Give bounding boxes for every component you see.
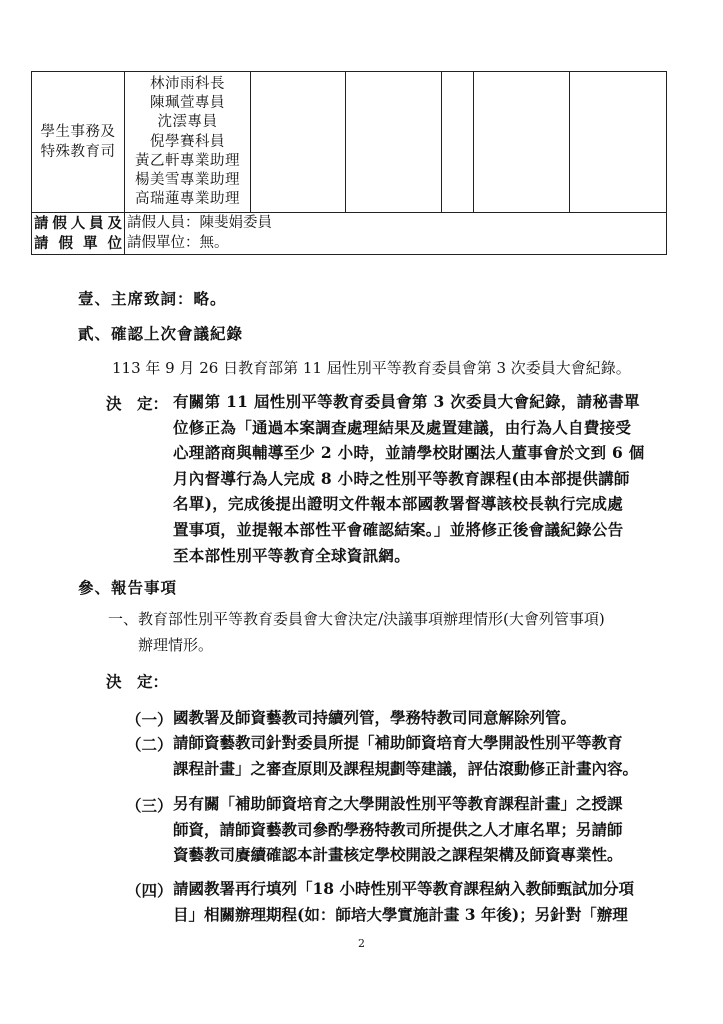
decision-label: 決 定： <box>106 394 169 413</box>
decision-item-text <box>173 791 623 868</box>
decision-item-line: 另有關「補助師資培育之大學開設性別平等教育課程計畫」之授課 <box>173 794 623 813</box>
attendance-row-dept <box>32 72 667 213</box>
decision-item-line: 目」相關辦理期程(如：師培大學實施計畫 3 年後)；另針對「辦理 <box>173 904 628 924</box>
leave-label-line2: 請假單位 <box>34 234 122 252</box>
empty-cell <box>442 72 474 213</box>
member-name: 黃乙軒專業助理 <box>135 152 240 169</box>
decision-item-line: 請師資藝教司針對委員所提「補助師資培育大學開設性別平等教育 <box>173 733 623 752</box>
dept-name-line2: 特殊教育司 <box>40 144 116 161</box>
report-item-1 <box>108 607 605 658</box>
leave-unit: 請假單位：無。 <box>127 234 229 251</box>
decision-item-label: （二） <box>126 735 173 754</box>
decision-item-label: （四） <box>126 881 173 900</box>
page-number: 2 <box>358 937 365 950</box>
section-heading-opening-remarks: 壹、主席致詞：略。 <box>78 289 227 308</box>
decision-line: 置事項，並提報本部性平會確認結案。」並將修正後會議紀錄公告 <box>173 519 624 539</box>
decision-text <box>173 389 645 568</box>
attendance-row-leave <box>32 213 667 255</box>
decision-item-line: 請國教署再行填列「18 小時性別平等教育課程納入教師甄試加分項 <box>173 879 634 898</box>
decision-item-text <box>173 876 634 927</box>
decision-line: 位修正為「通過本案調查處理結果及處置建議，由行為人自費接受 <box>173 417 632 437</box>
decision-item-line: 師資，請師資藝教司參酌學務特教司所提供之人才庫名單；另請師 <box>173 819 623 839</box>
dept-cell <box>32 72 125 213</box>
empty-cell <box>251 72 346 213</box>
decision-line: 有關第 11 屆性別平等教育委員會第 3 次委員大會紀錄，請秘書單 <box>173 392 640 411</box>
empty-cell <box>346 72 442 213</box>
leave-value-cell <box>125 213 667 255</box>
member-name: 楊美雪專業助理 <box>135 172 240 189</box>
leave-label-line1: 請假人員及 <box>34 215 122 233</box>
leave-label-cell <box>32 213 125 255</box>
decision-item-label: （三） <box>126 796 173 815</box>
decision-line: 月內督導行為人完成 8 小時之性別平等教育課程(由本部提供講師 <box>173 468 630 488</box>
decision-line: 心理諮商與輔導至少 2 小時，並請學校財團法人董事會於文到 6 個 <box>173 443 645 463</box>
member-name: 沈澐專員 <box>157 114 218 131</box>
empty-cell <box>474 72 570 213</box>
decision-line: 至本部性別平等教育全球資訊網。 <box>173 545 411 565</box>
previous-minutes-text: 113 年 9 月 26 日教育部第 11 屆性別平等教育委員會第 3 次委員大會紀錄。 <box>112 359 631 377</box>
decision-item-text <box>173 730 638 781</box>
decision-item-label: （一） <box>126 710 173 729</box>
section-heading-confirm-minutes: 貳、確認上次會議紀錄 <box>78 324 244 343</box>
member-name: 林沛雨科長 <box>150 76 225 92</box>
report-item-line: 一、教育部性別平等教育委員會大會決定/決議事項辦理情形(大會列管事項) <box>108 610 605 628</box>
decision-item-text <box>173 705 576 731</box>
decision-line: 名單)，完成後提出證明文件報本部國教署督導該校長執行完成處 <box>173 494 624 514</box>
report-item-line: 辦理情形。 <box>138 635 214 654</box>
report-decision-label: 決 定： <box>106 672 169 691</box>
decision-item-line: 國教署及師資藝教司持續列管，學務特教司同意解除列管。 <box>173 708 577 727</box>
section-heading-report-items: 參、報告事項 <box>78 578 178 597</box>
member-name: 高瑞蓮專業助理 <box>135 191 240 208</box>
dept-name-line1: 學生事務及 <box>40 124 116 141</box>
member-name: 倪學賽科員 <box>150 133 225 150</box>
member-name: 陳珮萱專員 <box>150 95 225 112</box>
decision-item-line: 資藝教司賡續確認本計畫核定學校開設之課程架構及師資專業性。 <box>173 845 623 864</box>
empty-cell <box>570 72 667 213</box>
member-names-cell <box>125 72 251 213</box>
leave-person: 請假人員：陳斐娟委員 <box>127 215 272 232</box>
decision-item-line: 課程計畫」之審查原則及課程規劃等建議，評估滾動修正計畫內容。 <box>173 758 639 778</box>
attendance-table <box>31 71 667 255</box>
